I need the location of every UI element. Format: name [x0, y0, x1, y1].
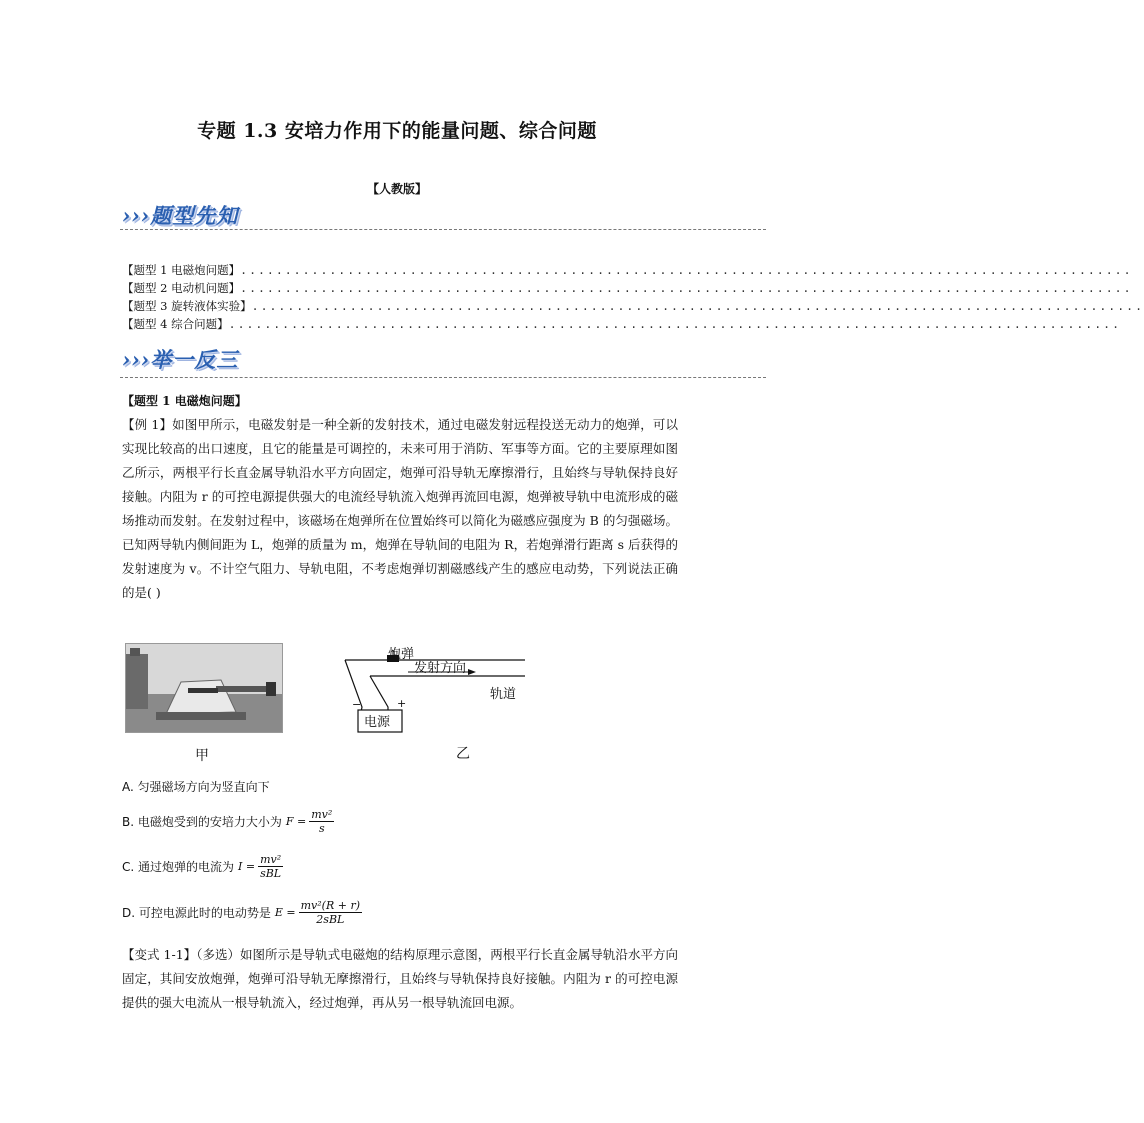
option-a[interactable] [122, 778, 270, 795]
example-1-text: 【例 1】如图甲所示，电磁发射是一种全新的发射技术，通过电磁发射远程投送无动力的炮弹，可以实现比较高的出口速度，且它的能量是可调控的，未来可用于消防、军事等方面。它的主要原理如图乙所示，两根平行长直金属导轨沿水平方向固定，炮弹可沿导轨无摩擦滑行，且始终与导轨保持良好接触。内阻为 r 的可控电源提供强大的电流经导轨流入炮弹再流回电源，炮弹被导轨中电流形成的磁场推动而发射。在发射过程中，该磁场在炮弹所在位置始终可以简化为磁感应强度为 B 的匀强磁场。已知两导轨内侧间距为 L，炮弹的质量为 m，炮弹在导轨间的电阻为 R，若炮弹滑行距离 s 后获得的发射速度为 v。不计空气阻力、导轨电阻，不考虑炮弹切割磁感线产生的感应电动势，下列说法正确的是( ) [122, 417, 678, 600]
railgun-photo [125, 643, 283, 733]
toc-leader-dots: .................................................................................................... [240, 263, 1133, 277]
toc-item-2[interactable] [122, 280, 1133, 296]
variant-1-1-text: 【变式 1-1】（多选）如图所示是导轨式电磁炮的结构原理示意图，两根平行长直金属导轨沿水平方向固定，其间安放炮弹，炮弹可沿导轨无摩擦滑行，且始终与导轨保持良好接触。内阻为 r 的可控电源提供的强大电流从一根导轨流入，经过炮弹，再从另一根导轨流回电源。 [122, 947, 678, 1010]
option-a-text: A. 匀强磁场方向为竖直向下 [122, 780, 270, 794]
figure-label-jia: 甲 [195, 748, 209, 764]
option-b[interactable] [122, 808, 334, 835]
toc-leader-dots: .................................................................................................... [228, 317, 1121, 331]
option-b-fraction [309, 808, 334, 835]
fraction-numerator: mv² [311, 808, 333, 821]
divider [120, 377, 766, 378]
toc-leader-dots: .................................................................................................... [240, 281, 1133, 295]
option-c-text: C. 通过炮弹的电流为 [122, 860, 235, 874]
label-minus: − [352, 698, 362, 711]
label-direction: 发射方向 [414, 661, 467, 676]
option-d-fraction [299, 899, 362, 926]
banner-examples: ›››举一反三 [122, 347, 239, 372]
toc-item-label: 【题型 1 电磁炮问题】 [122, 263, 241, 277]
fraction-denominator: 2sBL [316, 913, 345, 926]
label-power-source: 电源 [364, 715, 391, 730]
option-b-lhs: F = [285, 815, 307, 828]
fraction-numerator: mv²(R + r) [300, 899, 361, 912]
label-plus: + [397, 697, 407, 710]
page-title: 专题 1.3 安培力作用下的能量问题、综合问题 [197, 120, 597, 142]
banner-question-types: ›››题型先知 [122, 203, 239, 228]
label-track: 轨道 [490, 687, 517, 702]
option-c[interactable] [122, 853, 283, 880]
option-d-lhs: E = [274, 906, 296, 919]
fraction-denominator: sBL [260, 867, 282, 880]
fraction-numerator: mv² [260, 853, 282, 866]
option-c-fraction [258, 853, 283, 880]
divider [120, 229, 766, 230]
option-c-lhs: I = [238, 860, 256, 873]
option-d-text: D. 可控电源此时的电动势是 [122, 906, 271, 920]
option-d[interactable] [122, 899, 362, 926]
toc-item-3[interactable] [122, 298, 1144, 314]
toc-item-label: 【题型 4 综合问题】 [122, 317, 229, 331]
toc-leader-dots: .................................................................................................... [251, 299, 1144, 313]
edition-label: 【人教版】 [366, 182, 427, 196]
option-b-text: B. 电磁炮受到的安培力大小为 [122, 815, 282, 829]
label-shell: 炮弹 [388, 647, 415, 662]
fraction-denominator: s [318, 822, 325, 835]
toc-item-1[interactable] [122, 262, 1133, 278]
section-heading: 【题型 1 电磁炮问题】 [122, 394, 247, 408]
toc-item-label: 【题型 2 电动机问题】 [122, 281, 241, 295]
toc-item-4[interactable] [122, 316, 1121, 332]
toc-item-label: 【题型 3 旋转液体实验】 [122, 299, 252, 313]
figure-label-yi: 乙 [456, 746, 470, 762]
